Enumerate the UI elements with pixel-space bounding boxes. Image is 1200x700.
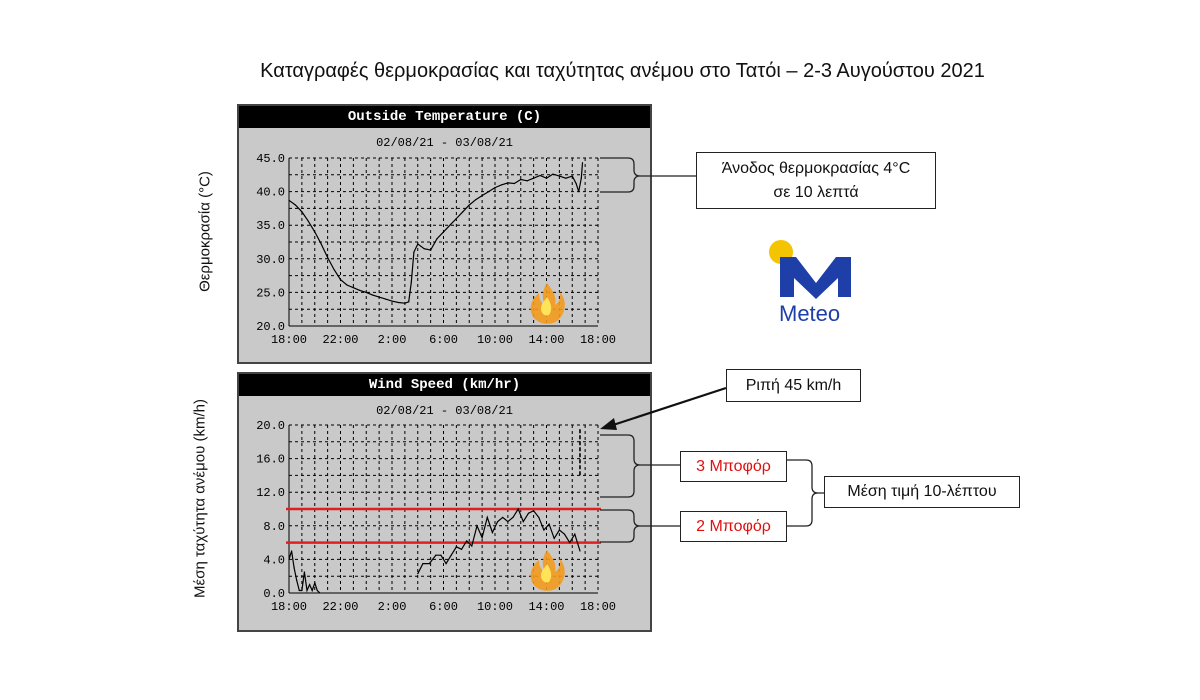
gust-arrowhead <box>600 418 617 430</box>
x-tick-label: 10:00 <box>476 600 514 614</box>
data-point <box>538 517 539 518</box>
gust-arrow <box>610 388 726 426</box>
data-point <box>527 180 528 181</box>
x-tick-label: 14:00 <box>528 600 565 614</box>
data-point <box>578 191 579 192</box>
gust-label: Ριπή 45 km/h <box>745 376 842 394</box>
y-tick-label: 8.0 <box>263 519 285 534</box>
data-point <box>321 243 322 244</box>
data-point <box>502 517 503 518</box>
data-point <box>408 301 409 302</box>
data-point <box>466 540 467 541</box>
average-callout <box>824 476 1020 508</box>
data-point <box>476 525 477 526</box>
data-point <box>411 282 412 283</box>
data-point <box>494 187 495 188</box>
data-point <box>312 590 313 591</box>
temperature-plot <box>256 152 616 347</box>
x-tick-label: 22:00 <box>322 600 359 614</box>
data-point <box>443 231 444 232</box>
x-tick-label: 2:00 <box>377 333 407 347</box>
beaufort2-label: 2 Μποφόρ <box>696 517 771 535</box>
temperature-rise-brace <box>600 158 697 192</box>
data-point <box>507 182 508 183</box>
data-point <box>417 243 418 244</box>
beaufort2-brace <box>600 510 680 542</box>
data-point <box>398 302 399 303</box>
data-point <box>451 555 452 556</box>
x-tick-label: 22:00 <box>322 333 359 347</box>
data-point <box>488 191 489 192</box>
data-point <box>327 257 328 258</box>
x-tick-label: 2:00 <box>377 600 407 614</box>
fire-icon <box>531 283 565 324</box>
data-point <box>317 590 318 591</box>
y-tick-label: 30.0 <box>256 252 285 267</box>
beaufort3-callout <box>680 451 787 482</box>
data-point <box>581 178 582 179</box>
average-label: Μέση τιμή 10-λέπτου <box>847 483 997 500</box>
data-point <box>288 200 289 201</box>
beaufort2-callout <box>680 511 787 542</box>
y-tick-label: 12.0 <box>256 486 285 501</box>
logo-wordmark: Meteo <box>779 301 841 326</box>
data-point <box>497 521 498 522</box>
data-point <box>546 178 547 179</box>
data-point <box>308 221 309 222</box>
data-point <box>372 294 373 295</box>
data-point <box>445 563 446 564</box>
data-point <box>413 251 414 252</box>
data-point <box>288 559 289 560</box>
data-point <box>569 542 570 543</box>
x-tick-label: 6:00 <box>429 600 458 614</box>
data-point <box>518 508 519 509</box>
data-point <box>579 550 580 551</box>
data-point <box>572 176 573 177</box>
data-point <box>424 248 425 249</box>
wind-plot <box>256 419 616 614</box>
data-point <box>301 590 302 591</box>
data-point <box>422 563 423 564</box>
data-point <box>559 176 560 177</box>
data-point <box>533 510 534 511</box>
data-point <box>469 204 470 205</box>
data-point <box>306 590 307 591</box>
fire-icon <box>531 550 565 591</box>
data-point <box>353 287 354 288</box>
data-point <box>295 204 296 205</box>
temperature-chart-title: Outside Temperature (C) <box>239 106 650 128</box>
data-point <box>456 546 457 547</box>
y-tick-label: 40.0 <box>256 185 285 200</box>
data-point <box>548 524 549 525</box>
data-point <box>462 211 463 212</box>
data-point <box>554 538 555 539</box>
data-point <box>456 218 457 219</box>
data-point <box>520 179 521 180</box>
data-point <box>294 567 295 568</box>
data-point <box>512 517 513 518</box>
temperature-date-range: 02/08/21 - 03/08/21 <box>376 136 513 150</box>
logo-m-icon <box>780 257 851 299</box>
y-tick-label: 20.0 <box>256 419 285 433</box>
data-point <box>533 178 534 179</box>
data-point <box>296 580 297 581</box>
data-point <box>539 175 540 176</box>
y-tick-label: 0.0 <box>263 587 285 601</box>
data-point <box>528 513 529 514</box>
data-point <box>391 301 392 302</box>
series-line <box>289 163 583 304</box>
x-tick-label: 18:00 <box>579 333 617 347</box>
y-tick-label: 45.0 <box>256 152 285 166</box>
y-tick-label: 16.0 <box>256 452 285 467</box>
data-point <box>314 582 315 583</box>
y-tick-label: 25.0 <box>256 286 285 301</box>
data-point <box>314 231 315 232</box>
y-tick-label: 35.0 <box>256 219 285 234</box>
data-point <box>482 195 483 196</box>
gust-callout <box>726 369 861 402</box>
beaufort3-label: 3 Μποφόρ <box>696 457 771 475</box>
page-title: Καταγραφές θερμοκρασίας και ταχύτητας ανέμου στο Τατόι – 2-3 Αυγούστου 2021 <box>260 60 985 82</box>
temperature-rise-line2: σε 10 λεπτά <box>773 183 859 201</box>
data-point <box>291 550 292 551</box>
data-point <box>487 517 488 518</box>
x-tick-label: 10:00 <box>476 333 514 347</box>
data-point <box>333 269 334 270</box>
data-point <box>436 238 437 239</box>
wind-chart-title: Wind Speed (km/hr) <box>239 374 650 396</box>
data-point <box>429 563 430 564</box>
temperature-rise-callout <box>696 152 936 209</box>
data-point <box>430 249 431 250</box>
data-point <box>523 521 524 522</box>
y-tick-label: 20.0 <box>256 320 285 334</box>
data-point <box>449 225 450 226</box>
data-point <box>319 592 320 593</box>
data-point <box>471 545 472 546</box>
data-point <box>346 284 347 285</box>
data-point <box>514 183 515 184</box>
data-point <box>385 299 386 300</box>
data-point <box>501 184 502 185</box>
data-point <box>417 573 418 574</box>
x-tick-label: 6:00 <box>429 333 458 347</box>
temperature-axis-label: Θερμοκρασία (°C) <box>196 171 214 292</box>
data-point <box>440 555 441 556</box>
x-tick-label: 18:00 <box>579 600 617 614</box>
data-point <box>564 534 565 535</box>
data-point <box>304 571 305 572</box>
data-point <box>576 183 577 184</box>
x-tick-label: 18:00 <box>270 600 308 614</box>
data-point <box>559 529 560 530</box>
data-point <box>552 174 553 175</box>
data-point <box>404 303 405 304</box>
y-tick-label: 4.0 <box>263 553 285 568</box>
data-point <box>582 162 583 163</box>
data-point <box>435 555 436 556</box>
data-point <box>482 537 483 538</box>
data-point <box>379 297 380 298</box>
data-point <box>301 211 302 212</box>
data-point <box>359 290 360 291</box>
data-point <box>492 532 493 533</box>
data-point <box>507 521 508 522</box>
data-point <box>366 292 367 293</box>
data-point <box>574 534 575 535</box>
data-point <box>565 178 566 179</box>
average-brace <box>786 460 824 526</box>
x-tick-label: 18:00 <box>270 333 308 347</box>
beaufort3-brace <box>600 435 680 497</box>
data-point <box>543 529 544 530</box>
temperature-rise-line1: Άνοδος θερμοκρασίας 4°C <box>721 159 911 177</box>
data-point <box>475 199 476 200</box>
data-point <box>340 279 341 280</box>
x-tick-label: 14:00 <box>528 333 565 347</box>
data-point <box>299 590 300 591</box>
wind-axis-label: Μέση ταχύτητα ανέμου (km/h) <box>191 399 209 598</box>
wind-date-range: 02/08/21 - 03/08/21 <box>376 404 513 418</box>
data-point <box>461 549 462 550</box>
data-point <box>309 584 310 585</box>
